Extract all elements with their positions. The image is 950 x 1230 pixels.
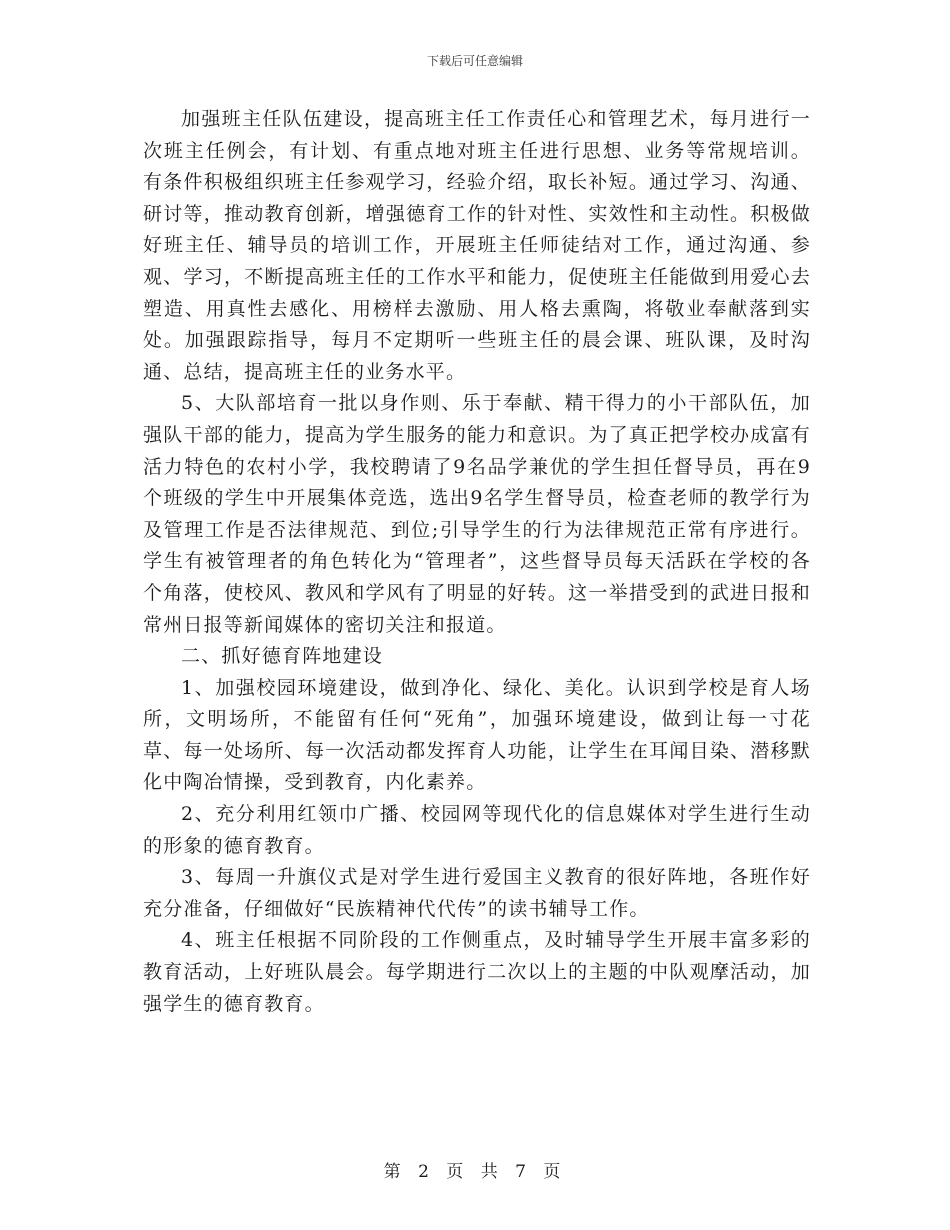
paragraph-media-use: 2、充分利用红领巾广播、校园网等现代化的信息媒体对学生进行生动的形象的德育教育。 (143, 803, 811, 857)
document-body (143, 104, 811, 1020)
paragraph-campus-environment: 1、加强校园环境建设，做到净化、绿化、美化。认识到学校是育人场所，文明场所，不能留有任何“死角”，加强环境建设，做到让每一寸花草、每一处场所、每一次活动都发挥育人功能，让学生在耳闻目染、潜移默化中陶冶情操，受到教育，内化素养。 (143, 676, 811, 794)
page-number-footer: 第 2 页 共 7 页 (383, 1162, 567, 1182)
paragraph-student-cadres: 5、大队部培育一批以身作则、乐于奉献、精干得力的小干部队伍，加强队干部的能力，提高为学生服务的能力和意识。为了真正把学校办成富有活力特色的农村小学，我校聘请了9名品学兼优的学生担任督导员，再在9个班级的学生中开展集体竞选，选出9名学生督导员，检查老师的教学行为及管理工作是否法律规范、到位;引导学生的行为法律规范正常有序进行。学生有被管理者的角色转化为“管理者”，这些督导员每天活跃在学校的各个角落，使校风、教风和学风有了明显的好转。这一举措受到的武进日报和常州日报等新闻媒体的密切关注和报道。 (143, 392, 811, 636)
paragraph-class-activities: 4、班主任根据不同阶段的工作侧重点，及时辅导学生开展丰富多彩的教育活动，上好班队晨会。每学期进行二次以上的主题的中队观摩活动，加强学生的德育教育。 (143, 929, 811, 1015)
section-heading-moral-education: 二、抓好德育阵地建设 (181, 645, 384, 668)
paragraph-flag-ceremony: 3、每周一升旗仪式是对学生进行爱国主义教育的很好阵地，各班作好充分准备，仔细做好“民族精神代代传”的读书辅导工作。 (143, 866, 811, 920)
page-header: 下载后可任意编辑 (426, 54, 523, 68)
paragraph-class-teacher-training: 加强班主任队伍建设，提高班主任工作责任心和管理艺术，每月进行一次班主任例会，有计划、有重点地对班主任进行思想、业务等常规培训。 有条件积极组织班主任参观学习，经验介绍，取长补短。通过学习、沟通、研讨等，推动教育创新，增强德育工作的针对性、实效性和主动性。积极做好班主任、辅导员的培训工作，开展班主任师徒结对工作，通过沟通、参观、学习，不断提高班主任的工作水平和能力，促使班主任能做到用爱心去塑造、用真性去感化、用榜样去激励、用人格去熏陶，将敬业奉献落到实处。加强跟踪指导，每月不定期听一些班主任的晨会课、班队课，及时沟通、总结，提高班主任的业务水平。 (143, 108, 811, 383)
